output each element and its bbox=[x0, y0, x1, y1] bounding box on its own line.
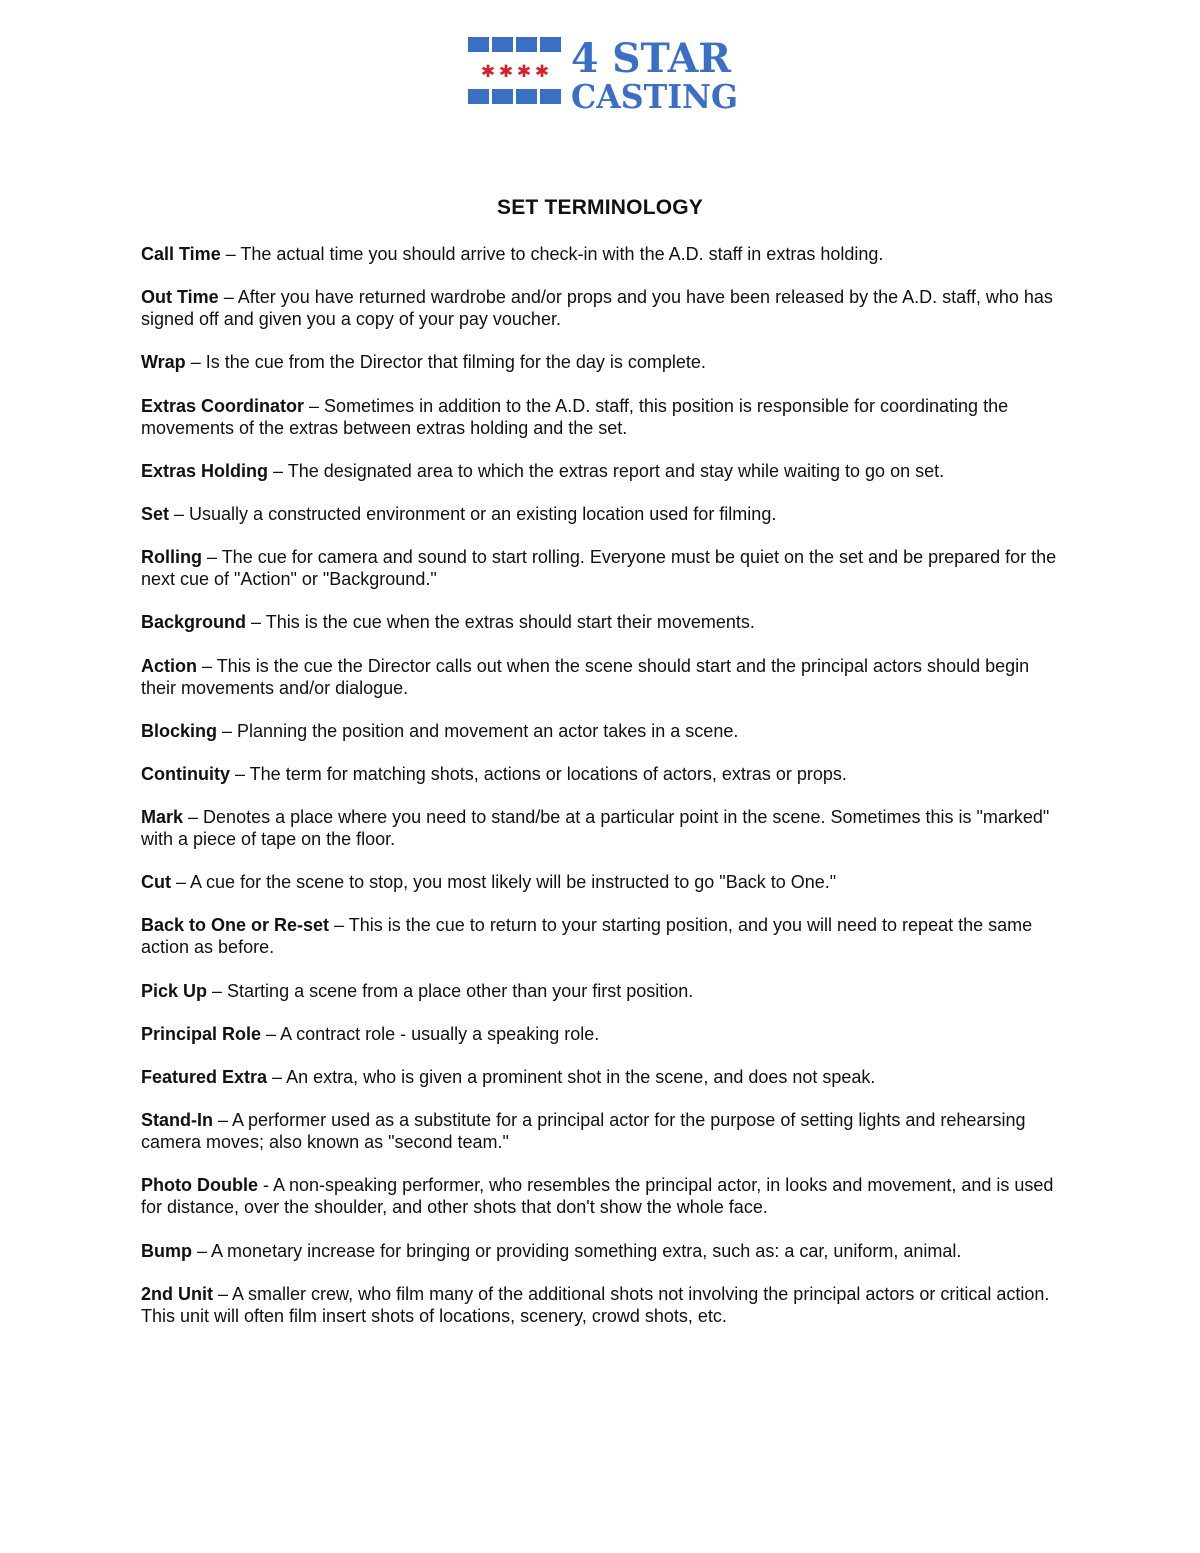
term-name: Bump bbox=[141, 1240, 192, 1261]
term-definition: A contract role - usually a speaking role. bbox=[280, 1023, 600, 1044]
term-name: Mark bbox=[141, 807, 184, 828]
term-definition: The actual time you should arrive to check-in with the A.D. staff in extras holding. bbox=[240, 244, 884, 264]
term-entry bbox=[141, 286, 1066, 330]
term-definition: A cue for the scene to stop, you most likely will be instructed to go "Back to One." bbox=[190, 872, 837, 893]
term-entry bbox=[141, 1240, 1066, 1262]
term-definition: After you have returned wardrobe and/or props and you have been released by the A.D. staff, who has signed off and given you a copy of your pay voucher. bbox=[141, 287, 1053, 330]
svg-text:✱: ✱ bbox=[498, 62, 514, 82]
term-entry bbox=[141, 503, 1066, 525]
term-name: Extras Holding bbox=[141, 460, 269, 481]
company-logo bbox=[466, 30, 741, 114]
svg-text:✱: ✱ bbox=[516, 62, 532, 82]
terminology-list bbox=[141, 243, 1066, 1348]
term-entry bbox=[141, 980, 1066, 1002]
svg-text:✱: ✱ bbox=[480, 62, 496, 82]
term-separator: – bbox=[304, 395, 325, 416]
term-definition: Planning the position and movement an actor takes in a scene. bbox=[237, 720, 739, 741]
term-name: Call Time bbox=[141, 244, 221, 264]
term-separator: – bbox=[213, 1283, 233, 1304]
term-definition: Usually a constructed environment or an existing location used for filming. bbox=[189, 503, 777, 524]
term-entry bbox=[141, 871, 1066, 893]
term-entry bbox=[141, 655, 1066, 699]
term-separator: – bbox=[246, 612, 266, 633]
term-name: Action bbox=[141, 655, 197, 676]
term-definition: Denotes a place where you need to stand/be at a particular point in the scene. Sometimes this is "marked" with a piece of tape on the floor. bbox=[141, 807, 1050, 850]
term-entry bbox=[141, 460, 1066, 482]
term-definition: The term for matching shots, actions or locations of actors, extras or props. bbox=[249, 763, 847, 784]
term-entry bbox=[141, 1023, 1066, 1045]
term-separator: – bbox=[213, 1110, 233, 1131]
term-separator: – bbox=[217, 720, 238, 741]
logo-line2: CASTING bbox=[571, 77, 738, 114]
term-definition: Starting a scene from a place other than your first position. bbox=[227, 980, 694, 1001]
term-separator: – bbox=[218, 287, 238, 308]
term-name: Wrap bbox=[141, 352, 186, 373]
term-name: Out Time bbox=[141, 287, 219, 308]
term-separator: – bbox=[207, 980, 228, 1001]
term-name: Photo Double bbox=[141, 1175, 258, 1196]
term-entry bbox=[141, 395, 1066, 439]
term-name: Featured Extra bbox=[141, 1067, 268, 1087]
term-separator: – bbox=[202, 547, 222, 568]
term-separator: – bbox=[267, 1067, 287, 1087]
term-name: Back to One or Re-set bbox=[141, 915, 330, 936]
term-name: Pick Up bbox=[141, 980, 208, 1001]
term-entry bbox=[141, 1109, 1066, 1153]
term-entry bbox=[141, 763, 1066, 785]
term-name: Principal Role bbox=[141, 1023, 262, 1044]
term-definition: This is the cue when the extras should start their movements. bbox=[265, 612, 755, 633]
term-definition: An extra, who is given a prominent shot in the scene, and does not speak. bbox=[286, 1067, 876, 1087]
term-definition: A monetary increase for bringing or providing something extra, such as: a car, uniform, animal. bbox=[211, 1240, 962, 1261]
term-definition: A non-speaking performer, who resembles the principal actor, in looks and movement, and is used for distance, over the shoulder, and other shots that don't show the whole face. bbox=[141, 1175, 1054, 1218]
term-name: Extras Coordinator bbox=[141, 395, 305, 416]
term-name: Rolling bbox=[141, 547, 202, 568]
term-name: Stand-In bbox=[141, 1110, 213, 1131]
logo-line1: 4 STAR bbox=[571, 35, 732, 82]
term-separator: – bbox=[185, 352, 206, 373]
term-name: 2nd Unit bbox=[141, 1283, 213, 1304]
term-separator: – bbox=[268, 460, 288, 481]
term-separator: – bbox=[329, 915, 349, 936]
term-entry bbox=[141, 243, 1066, 265]
term-separator: – bbox=[171, 872, 191, 893]
term-name: Blocking bbox=[141, 720, 218, 741]
term-entry bbox=[141, 914, 1066, 958]
term-separator: – bbox=[192, 1240, 212, 1261]
svg-text:✱: ✱ bbox=[534, 62, 550, 82]
term-definition: The cue for camera and sound to start rolling. Everyone must be quiet on the set and be prepared for the next cue of "Action" or "Background." bbox=[141, 547, 1057, 590]
term-definition: Sometimes in addition to the A.D. staff, this position is responsible for coordinating the movements of the extras between extras holding and the set. bbox=[141, 395, 1009, 438]
term-separator: – bbox=[169, 503, 190, 524]
term-separator: – bbox=[183, 807, 204, 828]
term-entry bbox=[141, 720, 1066, 742]
term-definition: This is the cue to return to your starting position, and you will need to repeat the same action as before. bbox=[141, 915, 1033, 958]
term-separator: - bbox=[257, 1175, 273, 1196]
term-name: Set bbox=[141, 503, 170, 524]
term-name: Continuity bbox=[141, 763, 230, 784]
term-entry bbox=[141, 546, 1066, 590]
page-title: SET TERMINOLOGY bbox=[496, 196, 703, 219]
term-entry bbox=[141, 611, 1066, 633]
term-definition: A performer used as a substitute for a principal actor for the purpose of setting lights and rehearsing camera moves; also known as "second team." bbox=[141, 1110, 1026, 1153]
term-definition: Is the cue from the Director that filming for the day is complete. bbox=[205, 352, 706, 373]
term-entry bbox=[141, 1283, 1066, 1327]
term-entry bbox=[141, 806, 1066, 850]
term-separator: – bbox=[197, 655, 217, 676]
term-entry bbox=[141, 351, 1066, 373]
term-name: Cut bbox=[141, 872, 171, 893]
star-icons bbox=[481, 62, 549, 82]
term-separator: – bbox=[229, 763, 250, 784]
term-separator: – bbox=[261, 1023, 281, 1044]
term-definition: The designated area to which the extras report and stay while waiting to go on set. bbox=[287, 460, 945, 481]
term-entry bbox=[141, 1174, 1066, 1218]
term-name: Background bbox=[141, 612, 247, 633]
term-definition: This is the cue the Director calls out when the scene should start and the principal actors should begin their movements and/or dialogue. bbox=[141, 655, 1030, 698]
term-separator: – bbox=[220, 244, 241, 264]
term-definition: A smaller crew, who film many of the additional shots not involving the principal actors or critical action. This unit will often film insert shots of locations, scenery, crowd shots, etc. bbox=[141, 1283, 1050, 1326]
term-entry bbox=[141, 1066, 1066, 1088]
